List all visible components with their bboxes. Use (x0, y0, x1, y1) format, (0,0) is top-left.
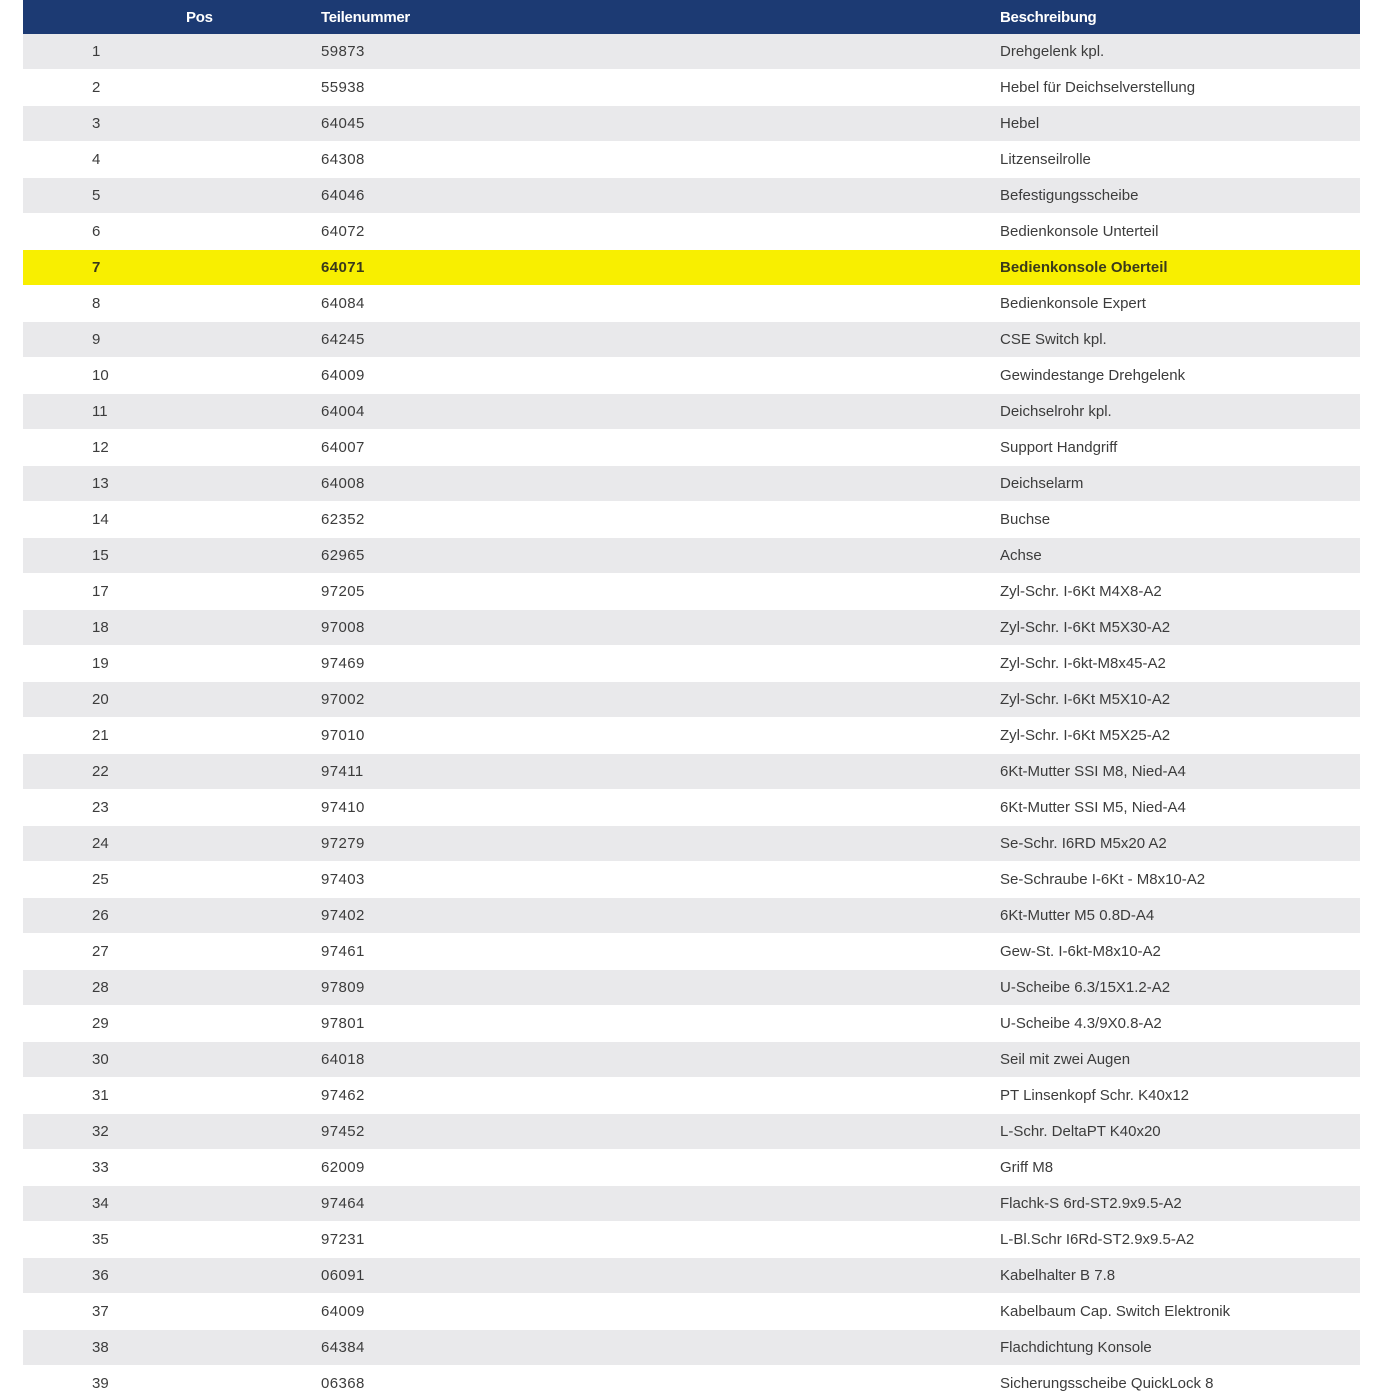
cell-beschreibung: Deichselarm (1000, 466, 1360, 502)
cell-teilenummer: 64084 (320, 286, 1000, 322)
cell-pos: 20 (23, 682, 320, 718)
header-pos[interactable]: Pos (23, 0, 320, 34)
table-row[interactable] (23, 466, 1360, 502)
cell-teilenummer: 97010 (320, 718, 1000, 754)
table-row[interactable] (23, 502, 1360, 538)
cell-beschreibung: Gewindestange Drehgelenk (1000, 358, 1360, 394)
cell-beschreibung: Flachk-S 6rd-ST2.9x9.5-A2 (1000, 1186, 1360, 1222)
header-beschreibung[interactable]: Beschreibung (1000, 0, 1360, 34)
cell-beschreibung: Flachdichtung Konsole (1000, 1330, 1360, 1366)
cell-pos: 1 (23, 34, 320, 70)
cell-beschreibung: Zyl-Schr. I-6Kt M5X25-A2 (1000, 718, 1360, 754)
cell-beschreibung: Support Handgriff (1000, 430, 1360, 466)
cell-pos: 22 (23, 754, 320, 790)
cell-beschreibung: Seil mit zwei Augen (1000, 1042, 1360, 1078)
cell-beschreibung: Zyl-Schr. I-6Kt M4X8-A2 (1000, 574, 1360, 610)
cell-beschreibung: U-Scheibe 4.3/9X0.8-A2 (1000, 1006, 1360, 1042)
cell-pos: 24 (23, 826, 320, 862)
cell-teilenummer: 97452 (320, 1114, 1000, 1150)
cell-beschreibung: Zyl-Schr. I-6kt-M8x45-A2 (1000, 646, 1360, 682)
cell-pos: 17 (23, 574, 320, 610)
cell-pos: 18 (23, 610, 320, 646)
cell-pos: 3 (23, 106, 320, 142)
cell-beschreibung: 6Kt-Mutter M5 0.8D-A4 (1000, 898, 1360, 934)
cell-teilenummer: 62352 (320, 502, 1000, 538)
table-row[interactable] (23, 1366, 1360, 1400)
cell-beschreibung: Se-Schr. I6RD M5x20 A2 (1000, 826, 1360, 862)
cell-pos: 4 (23, 142, 320, 178)
cell-pos: 6 (23, 214, 320, 250)
table-row[interactable] (23, 970, 1360, 1006)
table-row[interactable] (23, 394, 1360, 430)
cell-beschreibung: PT Linsenkopf Schr. K40x12 (1000, 1078, 1360, 1114)
table-row[interactable] (23, 178, 1360, 214)
table-row[interactable] (23, 934, 1360, 970)
table-row[interactable] (23, 70, 1360, 106)
cell-pos: 28 (23, 970, 320, 1006)
table-row[interactable] (23, 1150, 1360, 1186)
cell-pos: 10 (23, 358, 320, 394)
cell-teilenummer: 97410 (320, 790, 1000, 826)
cell-beschreibung: Deichselrohr kpl. (1000, 394, 1360, 430)
cell-pos: 30 (23, 1042, 320, 1078)
table-row[interactable] (23, 34, 1360, 70)
table-row[interactable] (23, 142, 1360, 178)
table-row[interactable] (23, 430, 1360, 466)
cell-pos: 35 (23, 1222, 320, 1258)
cell-beschreibung: Bedienkonsole Oberteil (1000, 250, 1360, 286)
table-row[interactable] (23, 286, 1360, 322)
cell-teilenummer: 97801 (320, 1006, 1000, 1042)
cell-beschreibung: Drehgelenk kpl. (1000, 34, 1360, 70)
table-header (23, 0, 1360, 34)
cell-beschreibung: Sicherungsscheibe QuickLock 8 (1000, 1366, 1360, 1400)
cell-pos: 29 (23, 1006, 320, 1042)
cell-pos: 7 (23, 250, 320, 286)
cell-beschreibung: Bedienkonsole Expert (1000, 286, 1360, 322)
cell-teilenummer: 64009 (320, 1294, 1000, 1330)
table-row[interactable] (23, 358, 1360, 394)
cell-beschreibung: Hebel für Deichselverstellung (1000, 70, 1360, 106)
cell-pos: 5 (23, 178, 320, 214)
table-row[interactable] (23, 754, 1360, 790)
table-row[interactable] (23, 106, 1360, 142)
table-row[interactable] (23, 322, 1360, 358)
table-row[interactable] (23, 646, 1360, 682)
table-row[interactable] (23, 1042, 1360, 1078)
table-row[interactable] (23, 1078, 1360, 1114)
table-body (23, 34, 1360, 1400)
cell-teilenummer: 97279 (320, 826, 1000, 862)
cell-teilenummer: 64004 (320, 394, 1000, 430)
cell-pos: 12 (23, 430, 320, 466)
cell-beschreibung: Achse (1000, 538, 1360, 574)
cell-teilenummer: 06368 (320, 1366, 1000, 1400)
cell-beschreibung: Bedienkonsole Unterteil (1000, 214, 1360, 250)
cell-beschreibung: L-Bl.Schr I6Rd-ST2.9x9.5-A2 (1000, 1222, 1360, 1258)
cell-teilenummer: 97002 (320, 682, 1000, 718)
cell-pos: 37 (23, 1294, 320, 1330)
cell-teilenummer: 97809 (320, 970, 1000, 1006)
cell-beschreibung: Hebel (1000, 106, 1360, 142)
cell-pos: 13 (23, 466, 320, 502)
table-row[interactable] (23, 574, 1360, 610)
cell-beschreibung: Gew-St. I-6kt-M8x10-A2 (1000, 934, 1360, 970)
cell-pos: 36 (23, 1258, 320, 1294)
cell-pos: 34 (23, 1186, 320, 1222)
cell-teilenummer: 55938 (320, 70, 1000, 106)
table-row[interactable] (23, 538, 1360, 574)
cell-teilenummer: 97403 (320, 862, 1000, 898)
cell-teilenummer: 64072 (320, 214, 1000, 250)
cell-teilenummer: 62009 (320, 1150, 1000, 1186)
cell-pos: 21 (23, 718, 320, 754)
table-row[interactable] (23, 1330, 1360, 1366)
table-row[interactable] (23, 1258, 1360, 1294)
table-row[interactable] (23, 826, 1360, 862)
cell-teilenummer: 97462 (320, 1078, 1000, 1114)
parts-table (23, 0, 1360, 1400)
cell-beschreibung: Se-Schraube I-6Kt - M8x10-A2 (1000, 862, 1360, 898)
cell-pos: 8 (23, 286, 320, 322)
cell-pos: 32 (23, 1114, 320, 1150)
cell-pos: 23 (23, 790, 320, 826)
cell-teilenummer: 97469 (320, 646, 1000, 682)
table-row[interactable] (23, 1294, 1360, 1330)
cell-pos: 26 (23, 898, 320, 934)
cell-pos: 2 (23, 70, 320, 106)
cell-pos: 25 (23, 862, 320, 898)
table-row[interactable] (23, 790, 1360, 826)
cell-beschreibung: Befestigungsscheibe (1000, 178, 1360, 214)
cell-pos: 33 (23, 1150, 320, 1186)
table-row[interactable] (23, 718, 1360, 754)
table-row[interactable] (23, 1222, 1360, 1258)
cell-pos: 11 (23, 394, 320, 430)
cell-teilenummer: 64384 (320, 1330, 1000, 1366)
table-row[interactable] (23, 682, 1360, 718)
cell-beschreibung: Buchse (1000, 502, 1360, 538)
cell-pos: 9 (23, 322, 320, 358)
cell-beschreibung: 6Kt-Mutter SSI M5, Nied-A4 (1000, 790, 1360, 826)
cell-pos: 19 (23, 646, 320, 682)
cell-teilenummer: 59873 (320, 34, 1000, 70)
table-row-highlighted[interactable] (23, 250, 1360, 286)
table-row[interactable] (23, 214, 1360, 250)
cell-teilenummer: 64007 (320, 430, 1000, 466)
cell-teilenummer: 64245 (320, 322, 1000, 358)
cell-beschreibung: L-Schr. DeltaPT K40x20 (1000, 1114, 1360, 1150)
cell-teilenummer: 64009 (320, 358, 1000, 394)
cell-teilenummer: 64071 (320, 250, 1000, 286)
header-row (23, 0, 1360, 34)
cell-pos: 27 (23, 934, 320, 970)
cell-pos: 14 (23, 502, 320, 538)
cell-beschreibung: Zyl-Schr. I-6Kt M5X10-A2 (1000, 682, 1360, 718)
cell-teilenummer: 62965 (320, 538, 1000, 574)
table-row[interactable] (23, 1114, 1360, 1150)
cell-beschreibung: Kabelhalter B 7.8 (1000, 1258, 1360, 1294)
cell-teilenummer: 97205 (320, 574, 1000, 610)
cell-teilenummer: 64018 (320, 1042, 1000, 1078)
cell-pos: 38 (23, 1330, 320, 1366)
cell-beschreibung: Zyl-Schr. I-6Kt M5X30-A2 (1000, 610, 1360, 646)
cell-beschreibung: CSE Switch kpl. (1000, 322, 1360, 358)
table-row[interactable] (23, 610, 1360, 646)
cell-pos: 15 (23, 538, 320, 574)
cell-beschreibung: Kabelbaum Cap. Switch Elektronik (1000, 1294, 1360, 1330)
cell-teilenummer: 97461 (320, 934, 1000, 970)
table-row[interactable] (23, 898, 1360, 934)
cell-teilenummer: 64308 (320, 142, 1000, 178)
header-teilenummer[interactable]: Teilenummer (320, 0, 1000, 34)
cell-pos: 31 (23, 1078, 320, 1114)
cell-teilenummer: 64046 (320, 178, 1000, 214)
cell-beschreibung: U-Scheibe 6.3/15X1.2-A2 (1000, 970, 1360, 1006)
table-row[interactable] (23, 1006, 1360, 1042)
cell-teilenummer: 97402 (320, 898, 1000, 934)
table-row[interactable] (23, 1186, 1360, 1222)
cell-teilenummer: 97008 (320, 610, 1000, 646)
table-row[interactable] (23, 862, 1360, 898)
cell-teilenummer: 64045 (320, 106, 1000, 142)
cell-pos: 39 (23, 1366, 320, 1400)
cell-teilenummer: 64008 (320, 466, 1000, 502)
cell-teilenummer: 97464 (320, 1186, 1000, 1222)
cell-beschreibung: Griff M8 (1000, 1150, 1360, 1186)
cell-teilenummer: 97231 (320, 1222, 1000, 1258)
cell-teilenummer: 06091 (320, 1258, 1000, 1294)
cell-beschreibung: 6Kt-Mutter SSI M8, Nied-A4 (1000, 754, 1360, 790)
cell-teilenummer: 97411 (320, 754, 1000, 790)
cell-beschreibung: Litzenseilrolle (1000, 142, 1360, 178)
